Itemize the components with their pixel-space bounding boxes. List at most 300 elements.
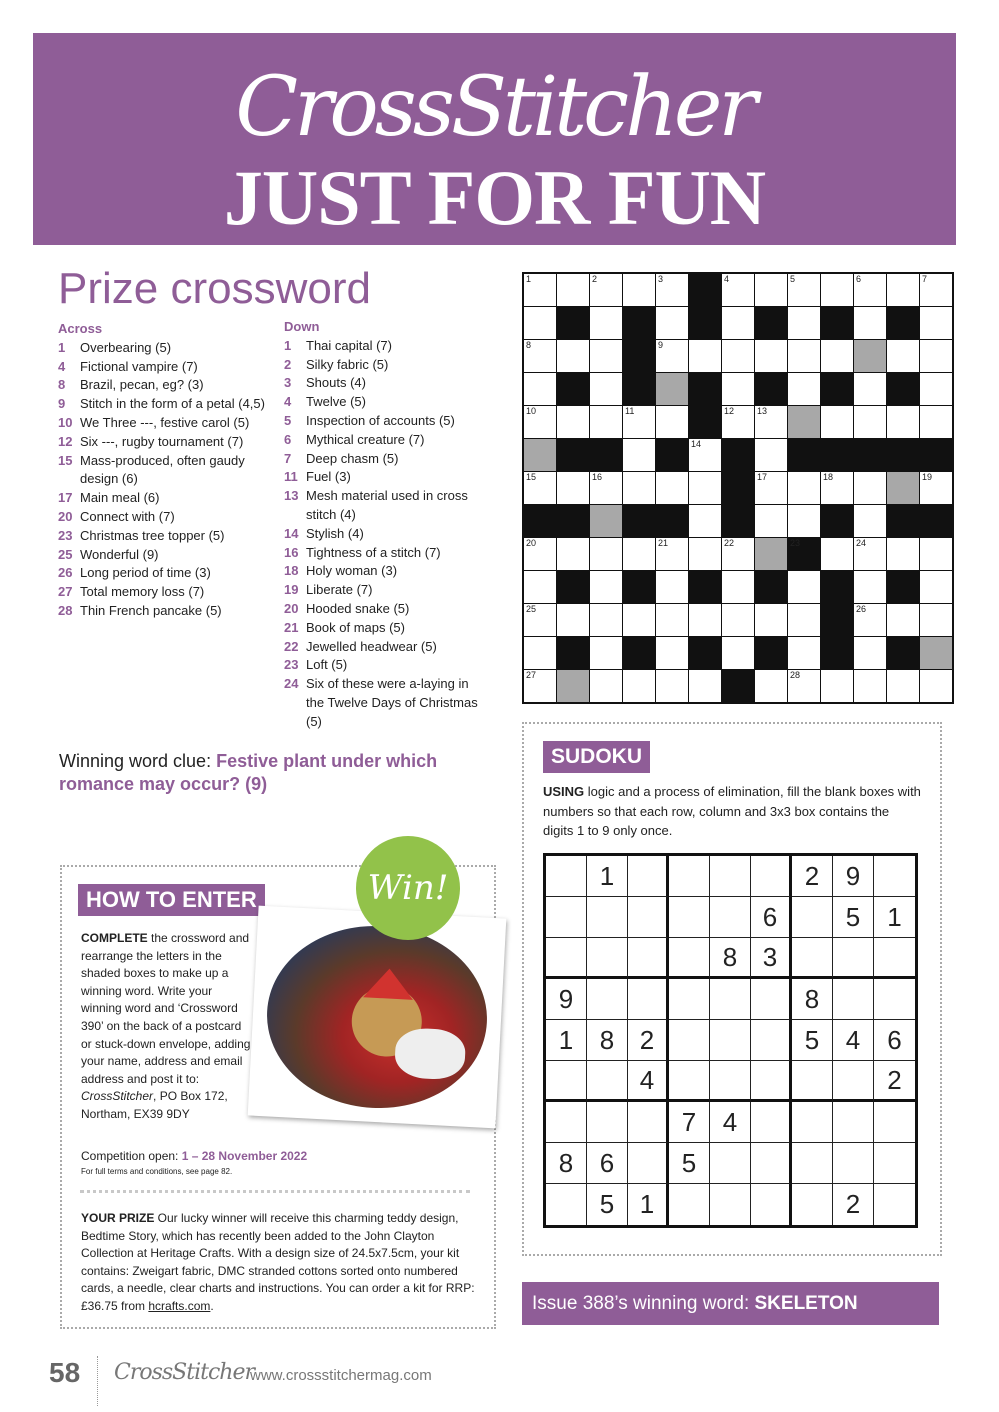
crossword-cell[interactable] (557, 406, 589, 438)
sudoku-empty-cell[interactable] (833, 1102, 874, 1143)
winning-clue-answer: Festive plant under which romance may occur? (9) (59, 751, 438, 794)
sudoku-empty-cell[interactable] (546, 1184, 587, 1225)
sudoku-empty-cell[interactable] (751, 1184, 792, 1225)
sudoku-empty-cell[interactable] (710, 1061, 751, 1102)
crossword-cell[interactable] (656, 538, 688, 570)
sudoku-empty-cell[interactable] (587, 979, 628, 1020)
crossword-shaded-cell[interactable] (557, 670, 589, 702)
crossword-cell[interactable] (755, 340, 787, 372)
sudoku-empty-cell[interactable] (546, 897, 587, 938)
competition-dates (81, 1148, 307, 1164)
crossword-cell[interactable] (854, 670, 886, 702)
crossword-cell[interactable] (623, 472, 655, 504)
clue-number: 11 (284, 469, 298, 485)
sudoku-given-cell: 2 (833, 1184, 874, 1225)
crossword-cell[interactable] (887, 340, 919, 372)
sudoku-empty-cell[interactable] (546, 856, 587, 897)
crossword-cell[interactable] (788, 571, 820, 603)
clue-text: Inspection of accounts (5) (306, 412, 455, 428)
sudoku-empty-cell[interactable] (792, 1143, 833, 1184)
clue-text: We Three ---, festive carol (5) (80, 414, 250, 430)
crossword-cell[interactable] (689, 439, 721, 471)
cell-number: 24 (856, 538, 867, 548)
crossword-cell[interactable] (623, 406, 655, 438)
sudoku-empty-cell[interactable] (587, 897, 628, 938)
cell-number: 5 (790, 274, 796, 284)
entry-lead: COMPLETE (81, 931, 148, 945)
prize-description (81, 1210, 476, 1316)
crossword-cell[interactable] (854, 307, 886, 339)
crossword-block (887, 637, 919, 669)
sudoku-empty-cell[interactable] (587, 1061, 628, 1102)
clue-number: 20 (284, 600, 299, 616)
clue-text: Stitch in the form of a petal (4,5) (80, 396, 265, 412)
cell-number: 21 (658, 538, 669, 548)
clue-text: Loft (5) (306, 657, 348, 673)
clue-number: 14 (284, 525, 299, 541)
clue-text: Hooded snake (5) (306, 600, 410, 616)
entry-instructions (81, 930, 251, 1124)
sudoku-given-cell: 8 (710, 938, 751, 979)
crossword-cell[interactable] (590, 637, 622, 669)
crossword-block (788, 439, 820, 471)
cell-number: 27 (526, 670, 537, 680)
clue-number: 12 (58, 433, 73, 449)
clue-text: Thin French pancake (5) (80, 602, 222, 618)
sudoku-empty-cell[interactable] (669, 1020, 710, 1061)
crossword-cell[interactable] (590, 538, 622, 570)
crossword-cell[interactable] (524, 472, 556, 504)
clue-number: 4 (284, 394, 292, 410)
sudoku-empty-cell[interactable] (669, 1061, 710, 1102)
crossword-cell[interactable] (557, 274, 589, 306)
crossword-cell[interactable] (920, 373, 952, 405)
crossword-cell[interactable] (623, 670, 655, 702)
sudoku-empty-cell[interactable] (628, 1102, 669, 1143)
crossword-cell[interactable] (821, 406, 853, 438)
sudoku-empty-cell[interactable] (792, 938, 833, 979)
down-clue (284, 374, 489, 393)
crossword-cell[interactable] (689, 604, 721, 636)
crossword-cell[interactable] (656, 406, 688, 438)
crossword-cell[interactable] (854, 571, 886, 603)
clue-number: 15 (58, 452, 73, 468)
crossword-cell[interactable] (524, 637, 556, 669)
sudoku-empty-cell[interactable] (751, 1020, 792, 1061)
crossword-cell[interactable] (788, 670, 820, 702)
crossword-cell[interactable] (755, 670, 787, 702)
sudoku-given-cell: 5 (792, 1020, 833, 1061)
clue-number: 7 (284, 450, 292, 466)
crossword-shaded-cell[interactable] (854, 340, 886, 372)
crossword-cell[interactable] (854, 637, 886, 669)
crossword-shaded-cell[interactable] (590, 505, 622, 537)
crossword-cell[interactable] (722, 340, 754, 372)
sudoku-empty-cell[interactable] (628, 979, 669, 1020)
crossword-cell[interactable] (557, 472, 589, 504)
sudoku-empty-cell[interactable] (587, 938, 628, 979)
crossword-cell[interactable] (854, 604, 886, 636)
cell-number: 15 (526, 472, 537, 482)
sudoku-empty-cell[interactable] (874, 1143, 915, 1184)
crossword-cell[interactable] (623, 439, 655, 471)
across-clues (58, 320, 273, 621)
crossword-block (557, 637, 589, 669)
down-clue (284, 656, 489, 675)
cell-number: 11 (625, 406, 635, 416)
crossword-cell[interactable] (557, 340, 589, 372)
crossword-shaded-cell[interactable] (524, 439, 556, 471)
sudoku-empty-cell[interactable] (833, 979, 874, 1020)
clue-text: Holy woman (3) (306, 563, 398, 579)
sudoku-empty-cell[interactable] (628, 897, 669, 938)
crossword-cell[interactable] (788, 505, 820, 537)
sudoku-empty-cell[interactable] (874, 938, 915, 979)
sudoku-empty-cell[interactable] (669, 897, 710, 938)
sudoku-empty-cell[interactable] (874, 1102, 915, 1143)
crossword-cell[interactable] (920, 538, 952, 570)
sudoku-empty-cell[interactable] (792, 1061, 833, 1102)
crossword-cell[interactable] (920, 472, 952, 504)
clue-number: 26 (58, 565, 73, 581)
clue-number: 6 (284, 431, 292, 447)
sudoku-empty-cell[interactable] (792, 1184, 833, 1225)
crossword-cell[interactable] (590, 472, 622, 504)
crossword-cell[interactable] (887, 670, 919, 702)
crossword-cell[interactable] (887, 274, 919, 306)
crossword-cell[interactable] (689, 472, 721, 504)
sudoku-empty-cell[interactable] (628, 938, 669, 979)
crossword-cell[interactable] (722, 307, 754, 339)
crossword-block (887, 505, 919, 537)
crossword-cell[interactable] (590, 274, 622, 306)
crossword-cell[interactable] (821, 670, 853, 702)
sudoku-given-cell: 8 (792, 979, 833, 1020)
across-clue (58, 583, 273, 602)
crossword-block (788, 538, 820, 570)
crossword-cell[interactable] (524, 571, 556, 603)
crossword-cell[interactable] (755, 274, 787, 306)
crossword-cell[interactable] (590, 670, 622, 702)
sudoku-given-cell: 2 (628, 1020, 669, 1061)
crossword-block (623, 637, 655, 669)
sudoku-empty-cell[interactable] (710, 856, 751, 897)
clue-number: 25 (58, 546, 73, 562)
crossword-block (887, 439, 919, 471)
competition-label: Competition open: (81, 1149, 182, 1163)
crossword-cell[interactable] (656, 571, 688, 603)
crossword-block (821, 307, 853, 339)
across-clue (58, 564, 273, 583)
crossword-block (755, 373, 787, 405)
sudoku-empty-cell[interactable] (710, 979, 751, 1020)
crossword-cell[interactable] (557, 538, 589, 570)
crossword-cell[interactable] (722, 406, 754, 438)
sudoku-empty-cell[interactable] (669, 979, 710, 1020)
prize-link[interactable]: hcrafts.com (148, 1298, 211, 1313)
clue-text: Mass-produced, often gaudy design (6) (80, 452, 245, 487)
crossword-cell[interactable] (722, 373, 754, 405)
crossword-block (623, 307, 655, 339)
sudoku-given-cell: 1 (628, 1184, 669, 1225)
sudoku-given-cell: 7 (669, 1102, 710, 1143)
crossword-cell[interactable] (524, 307, 556, 339)
across-clue (58, 527, 273, 546)
crossword-cell[interactable] (920, 604, 952, 636)
clue-number: 9 (58, 396, 66, 412)
crossword-cell[interactable] (920, 340, 952, 372)
crossword-cell[interactable] (656, 472, 688, 504)
crossword-cell[interactable] (656, 307, 688, 339)
clue-text: Fuel (3) (306, 469, 351, 485)
clue-text: Christmas tree topper (5) (80, 527, 225, 543)
crossword-shaded-cell[interactable] (656, 373, 688, 405)
clue-number: 18 (284, 563, 299, 579)
across-clue (58, 452, 273, 490)
crossword-cell[interactable] (854, 505, 886, 537)
crossword-cell[interactable] (854, 472, 886, 504)
sudoku-empty-cell[interactable] (833, 1061, 874, 1102)
clue-number: 20 (58, 508, 73, 524)
across-clue (58, 602, 273, 621)
sudoku-empty-cell[interactable] (669, 856, 710, 897)
crossword-cell[interactable] (821, 274, 853, 306)
crossword-cell[interactable] (524, 670, 556, 702)
crossword-shaded-cell[interactable] (755, 538, 787, 570)
crossword-cell[interactable] (755, 505, 787, 537)
sudoku-empty-cell[interactable] (751, 856, 792, 897)
crossword-cell[interactable] (788, 307, 820, 339)
crossword-cell[interactable] (854, 373, 886, 405)
crossword-cell[interactable] (722, 604, 754, 636)
crossword-block (656, 505, 688, 537)
crossword-cell[interactable] (557, 604, 589, 636)
crossword-cell[interactable] (524, 538, 556, 570)
cell-number: 19 (922, 472, 933, 482)
crossword-block (722, 505, 754, 537)
clue-text: Jewelled headwear (5) (306, 638, 437, 654)
sudoku-empty-cell[interactable] (874, 856, 915, 897)
clue-number: 22 (284, 638, 299, 654)
previous-winner-bar (522, 1282, 939, 1325)
cell-number: 3 (658, 274, 664, 284)
crossword-cell[interactable] (920, 670, 952, 702)
down-clue (284, 337, 489, 356)
crossword-cell[interactable] (656, 637, 688, 669)
crossword-cell[interactable] (854, 406, 886, 438)
crossword-block (722, 439, 754, 471)
crossword-cell[interactable] (821, 538, 853, 570)
sudoku-empty-cell[interactable] (833, 938, 874, 979)
crossword-cell[interactable] (821, 472, 853, 504)
footer-divider (97, 1356, 98, 1406)
cell-number: 28 (790, 670, 801, 680)
sudoku-empty-cell[interactable] (751, 1102, 792, 1143)
crossword-cell[interactable] (788, 637, 820, 669)
crossword-cell[interactable] (722, 538, 754, 570)
page-number: 58 (49, 1357, 81, 1388)
sudoku-empty-cell[interactable] (874, 979, 915, 1020)
sudoku-empty-cell[interactable] (710, 1020, 751, 1061)
sudoku-given-cell: 5 (833, 897, 874, 938)
across-clue (58, 358, 273, 377)
sudoku-given-cell: 1 (546, 1020, 587, 1061)
crossword-cell[interactable] (887, 604, 919, 636)
crossword-cell[interactable] (854, 538, 886, 570)
crossword-cell[interactable] (524, 340, 556, 372)
crossword-block (689, 406, 721, 438)
crossword-cell[interactable] (689, 538, 721, 570)
clue-number: 28 (58, 602, 73, 618)
crossword-cell[interactable] (524, 274, 556, 306)
cell-number: 22 (724, 538, 735, 548)
crossword-cell[interactable] (623, 274, 655, 306)
crossword-block (821, 373, 853, 405)
sudoku-empty-cell[interactable] (546, 1061, 587, 1102)
crossword-cell[interactable] (788, 274, 820, 306)
cell-number: 10 (526, 406, 537, 416)
sudoku-empty-cell[interactable] (628, 1143, 669, 1184)
crossword-cell[interactable] (755, 439, 787, 471)
crossword-cell[interactable] (524, 373, 556, 405)
crossword-cell[interactable] (590, 340, 622, 372)
crossword-cell[interactable] (656, 604, 688, 636)
cell-number: 8 (526, 340, 532, 350)
down-heading: Down (284, 319, 320, 334)
across-clue (58, 433, 273, 452)
crossword-cell[interactable] (722, 274, 754, 306)
prize-body: Our lucky winner will receive this charming teddy design, Bedtime Story, which has recently been added to the John Clayton Collection at Heritage Crafts. With a design size of 24.5x7.5cm, your kit contains: Zweigart fabric, DMC stranded cottons sorted onto numbered cards, a needle, clear charts and instructions. You can order a kit for RRP: £36.75 from (81, 1211, 475, 1313)
crossword-cell[interactable] (656, 274, 688, 306)
crossword-cell[interactable] (590, 406, 622, 438)
sudoku-empty-cell[interactable] (710, 1184, 751, 1225)
crossword-block (557, 307, 589, 339)
crossword-cell[interactable] (788, 604, 820, 636)
cell-number: 14 (691, 439, 702, 449)
crossword-cell[interactable] (590, 604, 622, 636)
crossword-cell[interactable] (722, 637, 754, 669)
crossword-block (557, 439, 589, 471)
cell-number: 6 (856, 274, 862, 284)
crossword-block (590, 439, 622, 471)
sudoku-empty-cell[interactable] (751, 979, 792, 1020)
crossword-cell[interactable] (656, 670, 688, 702)
down-clue (284, 431, 489, 450)
clue-text: Shouts (4) (306, 375, 366, 391)
clue-number: 10 (58, 414, 73, 430)
down-clue (284, 544, 489, 563)
sudoku-given-cell: 9 (546, 979, 587, 1020)
crossword-cell[interactable] (689, 670, 721, 702)
sudoku-empty-cell[interactable] (792, 897, 833, 938)
sudoku-empty-cell[interactable] (546, 1102, 587, 1143)
crossword-cell[interactable] (788, 472, 820, 504)
crossword-cell[interactable] (623, 604, 655, 636)
sudoku-empty-cell[interactable] (792, 1102, 833, 1143)
winning-clue-label: Winning word clue: (59, 751, 217, 771)
crossword-cell[interactable] (524, 406, 556, 438)
down-clue (284, 412, 489, 431)
crossword-cell[interactable] (788, 373, 820, 405)
crossword-cell[interactable] (689, 505, 721, 537)
sudoku-given-cell: 2 (874, 1061, 915, 1102)
crossword-cell[interactable] (920, 406, 952, 438)
clue-text: Deep chasm (5) (306, 450, 399, 466)
sudoku-empty-cell[interactable] (751, 1143, 792, 1184)
sudoku-empty-cell[interactable] (628, 856, 669, 897)
sudoku-empty-cell[interactable] (710, 897, 751, 938)
crossword-shaded-cell[interactable] (788, 406, 820, 438)
crossword-shaded-cell[interactable] (887, 472, 919, 504)
clue-text: Brazil, pecan, eg? (3) (80, 377, 204, 393)
crossword-cell[interactable] (524, 604, 556, 636)
sudoku-given-cell: 2 (792, 856, 833, 897)
cell-number: 25 (526, 604, 537, 614)
header-banner (33, 33, 956, 245)
cell-number: 7 (922, 274, 928, 284)
down-clue (284, 487, 489, 525)
crossword-cell[interactable] (854, 274, 886, 306)
down-clue (284, 675, 489, 731)
crossword-cell[interactable] (590, 571, 622, 603)
crossword-cell[interactable] (656, 340, 688, 372)
sudoku-empty-cell[interactable] (669, 938, 710, 979)
clue-text: Wonderful (9) (80, 546, 159, 562)
sudoku-empty-cell[interactable] (669, 1184, 710, 1225)
sudoku-given-cell: 1 (587, 856, 628, 897)
crossword-cell[interactable] (755, 604, 787, 636)
sudoku-given-cell: 9 (833, 856, 874, 897)
crossword-shaded-cell[interactable] (920, 637, 952, 669)
sudoku-empty-cell[interactable] (833, 1143, 874, 1184)
crossword-block (755, 637, 787, 669)
crossword-cell[interactable] (755, 472, 787, 504)
crossword-cell[interactable] (920, 571, 952, 603)
clue-number: 5 (284, 412, 292, 428)
crossword-cell[interactable] (887, 538, 919, 570)
crossword-cell[interactable] (590, 373, 622, 405)
sudoku-empty-cell[interactable] (751, 1061, 792, 1102)
crossword-cell[interactable] (887, 406, 919, 438)
crossword-cell[interactable] (788, 340, 820, 372)
prize-end: . (210, 1298, 214, 1313)
sudoku-empty-cell[interactable] (874, 1184, 915, 1225)
crossword-block (887, 373, 919, 405)
crossword-cell[interactable] (920, 307, 952, 339)
down-clue (284, 619, 489, 638)
sudoku-empty-cell[interactable] (587, 1102, 628, 1143)
sudoku-given-cell: 4 (710, 1102, 751, 1143)
crossword-cell[interactable] (755, 406, 787, 438)
crossword-cell[interactable] (623, 538, 655, 570)
sudoku-empty-cell[interactable] (546, 938, 587, 979)
crossword-cell[interactable] (821, 340, 853, 372)
crossword-block (557, 505, 589, 537)
crossword-cell[interactable] (722, 571, 754, 603)
clue-number: 23 (58, 527, 73, 543)
clue-text: Thai capital (7) (306, 337, 392, 353)
sudoku-grid (543, 853, 918, 1228)
sudoku-empty-cell[interactable] (710, 1143, 751, 1184)
crossword-cell[interactable] (590, 307, 622, 339)
crossword-cell[interactable] (920, 274, 952, 306)
website-url[interactable]: www.crossstitchermag.com (250, 1367, 432, 1384)
crossword-cell[interactable] (689, 340, 721, 372)
clue-number: 21 (284, 619, 299, 635)
clue-text: Twelve (5) (306, 394, 366, 410)
crossword-block (689, 571, 721, 603)
entry-body: the crossword and rearrange the letters in the shaded boxes to make up a winning word. Write your winning word and ‘Crossword 390’ on the back of a postcard or stuck-down envelope, adding your name, address and email address and post it to: (81, 931, 251, 1086)
